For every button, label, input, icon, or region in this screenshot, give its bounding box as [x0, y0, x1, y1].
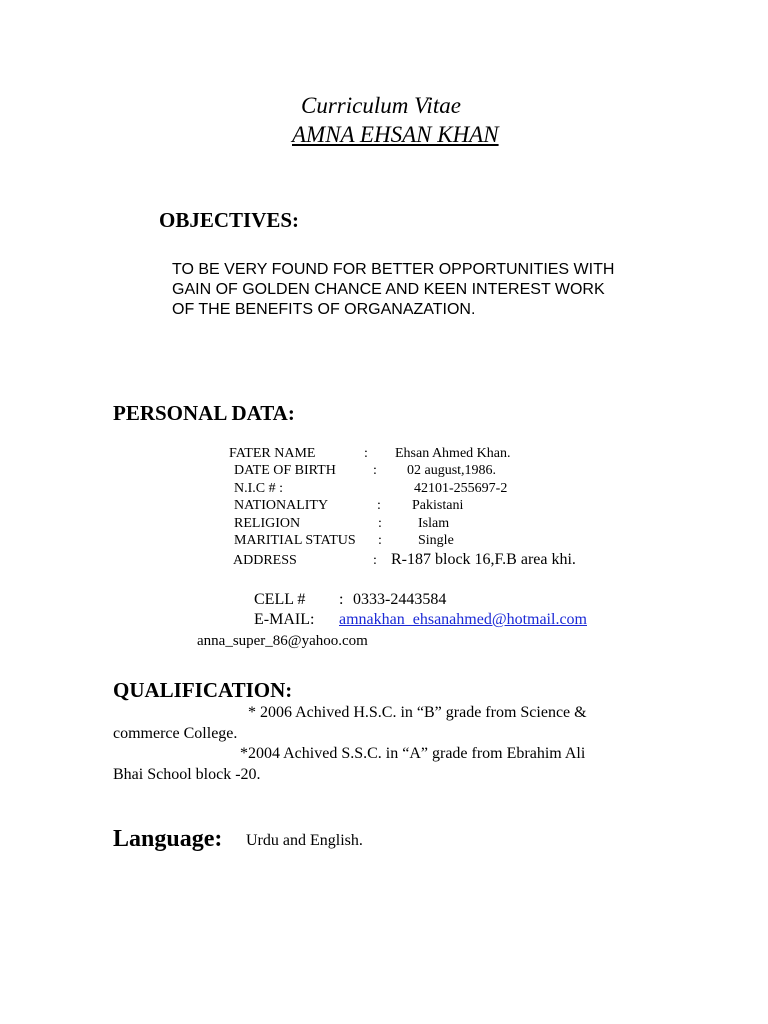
qualification-line: Bhai School block -20. [113, 766, 261, 783]
field-label: MARITIAL STATUS [234, 533, 356, 548]
field-value: Ehsan Ahmed Khan. [395, 446, 511, 461]
field-colon: : [373, 553, 377, 568]
field-colon: : [378, 533, 382, 548]
personal-data-heading: PERSONAL DATA: [113, 401, 295, 425]
field-label: FATER NAME [229, 446, 316, 461]
field-colon: : [377, 498, 381, 513]
field-value: 02 august,1986. [407, 463, 497, 478]
field-colon: : [364, 446, 368, 461]
candidate-name: AMNA EHSAN KHAN [292, 122, 499, 147]
field-value: Islam [418, 516, 450, 531]
field-label: NATIONALITY [234, 498, 329, 513]
field-colon: : [373, 463, 377, 478]
field-value: R-187 block 16,F.B area khi. [391, 551, 576, 568]
qualification-line: * 2006 Achived H.S.C. in “B” grade from Science & [248, 704, 587, 721]
secondary-email: anna_super_86@yahoo.com [197, 633, 368, 649]
objective-line: TO BE VERY FOUND FOR BETTER OPPORTUNITIES WITH [172, 261, 615, 278]
qualification-line: *2004 Achived S.S.C. in “A” grade from Ebrahim Ali [240, 745, 586, 762]
objective-line: OF THE BENEFITS OF ORGANAZATION. [172, 301, 476, 318]
cell-number: 0333-2443584 [353, 591, 447, 608]
language-label: Language: [113, 826, 223, 852]
cell-label: CELL # [254, 591, 306, 608]
personal-row-nationality [0, 499, 768, 517]
field-colon: : [378, 516, 382, 531]
objectives-heading: OBJECTIVES: [159, 208, 300, 232]
language-value: Urdu and English. [246, 832, 363, 849]
personal-row-religion [0, 517, 768, 535]
field-value: Pakistani [412, 498, 464, 513]
field-value: 42101-255697-2 [414, 481, 508, 496]
email-label: E-MAIL: [254, 611, 315, 628]
field-label: RELIGION [234, 516, 301, 531]
qualification-heading: QUALIFICATION: [113, 678, 293, 702]
field-label: ADDRESS [233, 553, 297, 568]
cell-colon: : [339, 591, 344, 608]
personal-row-father-name [0, 447, 768, 465]
objective-line: GAIN OF GOLDEN CHANCE AND KEEN INTEREST WORK [172, 281, 605, 298]
field-value: Single [418, 533, 454, 548]
qualification-line: commerce College. [113, 725, 238, 742]
personal-row-date-of-birth [0, 464, 768, 482]
personal-row-marital-status [0, 534, 768, 552]
personal-row-address [0, 551, 768, 574]
field-label: N.I.C # : [234, 481, 283, 496]
email-link[interactable]: amnakhan_ehsanahmed@hotmail.com [339, 611, 587, 628]
document-title: Curriculum Vitae [301, 93, 461, 118]
field-label: DATE OF BIRTH [234, 463, 336, 478]
personal-row-nic [0, 482, 768, 500]
